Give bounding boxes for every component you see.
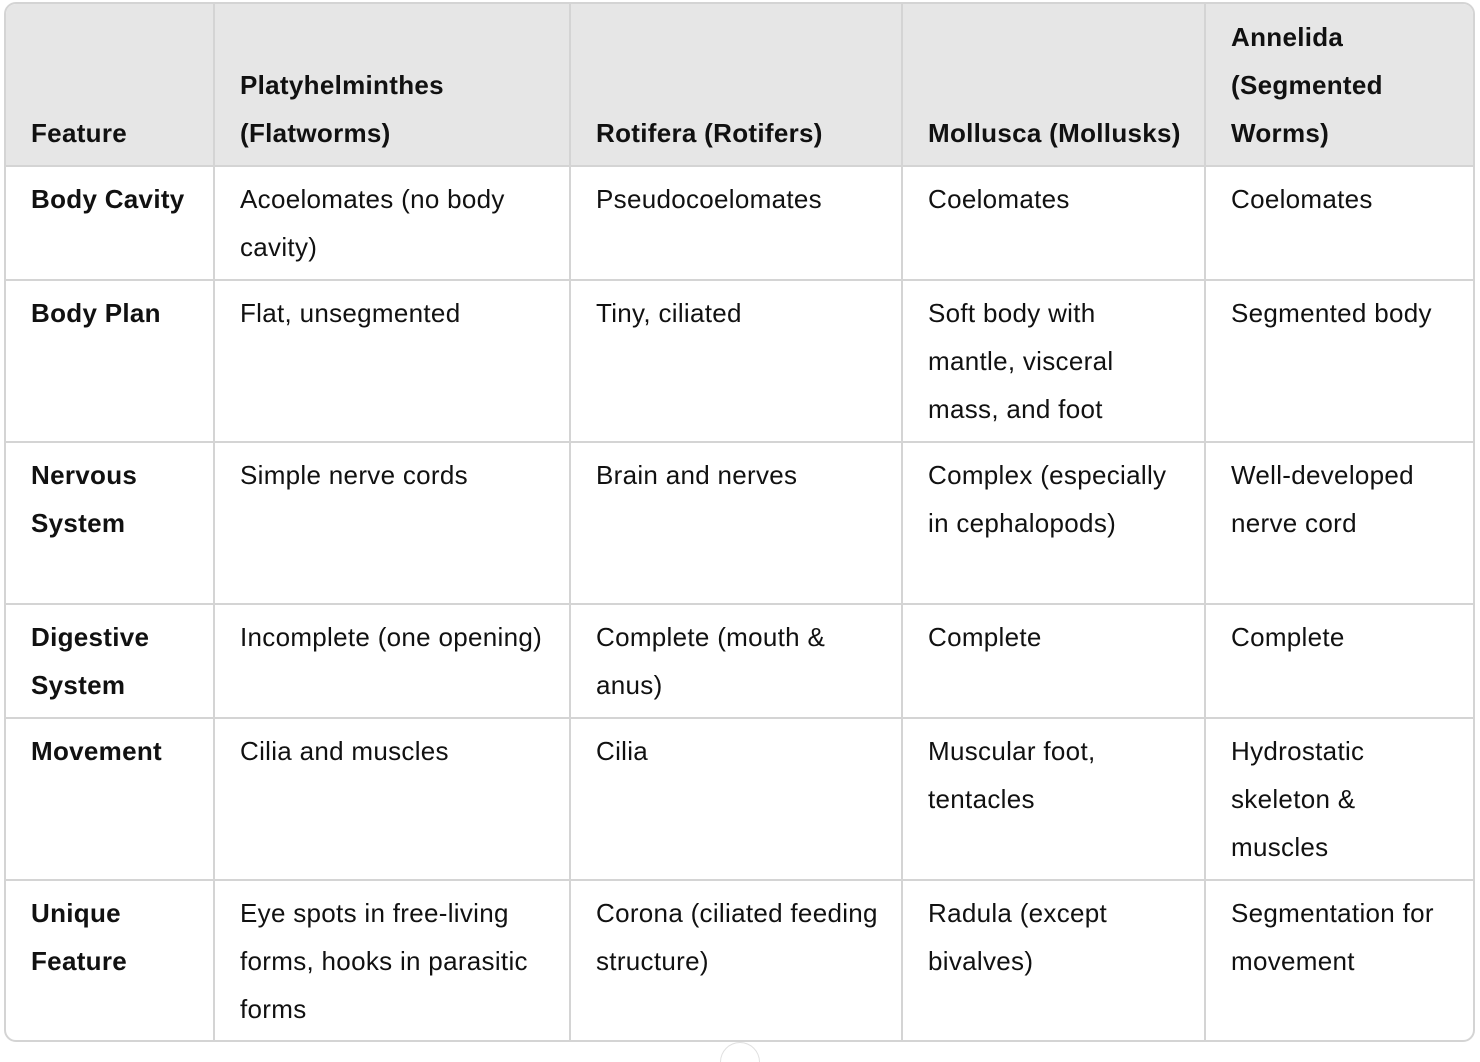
table-cell: Incomplete (one opening) — [214, 604, 570, 718]
table-cell: Cilia — [570, 718, 902, 880]
table-cell: Segmented body — [1205, 280, 1473, 442]
header-rotifera: Rotifera (Rotifers) — [570, 4, 902, 166]
table-cell: Eye spots in free-living forms, hooks in parasitic forms — [214, 880, 570, 1042]
comparison-table-container — [4, 2, 1475, 1042]
table-cell: Muscular foot, tentacles — [902, 718, 1205, 880]
row-label: Nervous System — [6, 442, 214, 604]
table-cell: Radula (except bivalves) — [902, 880, 1205, 1042]
scroll-down-handle[interactable] — [720, 1042, 760, 1062]
table-cell: Complete — [902, 604, 1205, 718]
table-row-body-cavity — [6, 166, 1473, 280]
table-cell: Hydrostatic skeleton & muscles — [1205, 718, 1473, 880]
table-cell: Cilia and muscles — [214, 718, 570, 880]
table-cell: Well-developed nerve cord — [1205, 442, 1473, 604]
table-row-digestive-system — [6, 604, 1473, 718]
table-cell: Coelomates — [902, 166, 1205, 280]
table-row-body-plan — [6, 280, 1473, 442]
table-cell: Complex (especially in cephalopods) — [902, 442, 1205, 604]
row-label: Body Plan — [6, 280, 214, 442]
table-cell: Soft body with mantle, visceral mass, and foot — [902, 280, 1205, 442]
row-label: Movement — [6, 718, 214, 880]
header-annelida: Annelida (Segmented Worms) — [1205, 4, 1473, 166]
table-cell: Segmentation for movement — [1231, 898, 1434, 976]
table-row-unique-feature — [6, 880, 1473, 1042]
table-cell: Acoelomates (no body cavity) — [214, 166, 570, 280]
table-cell: Pseudocoelomates — [570, 166, 902, 280]
header-feature: Feature — [6, 4, 214, 166]
row-label: Body Cavity — [6, 166, 214, 280]
row-label: Unique Feature — [6, 880, 214, 1042]
phylum-comparison-table — [6, 4, 1473, 1042]
table-row-movement — [6, 718, 1473, 880]
table-cell: Complete — [1205, 604, 1473, 718]
table-cell: Simple nerve cords — [214, 442, 570, 604]
table-cell: Brain and nerves — [570, 442, 902, 604]
table-cell: Tiny, ciliated — [570, 280, 902, 442]
table-cell: Corona (ciliated feeding structure) — [570, 880, 902, 1042]
table-header-row — [6, 4, 1473, 166]
table-cell: Coelomates — [1205, 166, 1473, 280]
table-cell: Flat, unsegmented — [214, 280, 570, 442]
row-label: Digestive System — [6, 604, 214, 718]
table-row-nervous-system — [6, 442, 1473, 604]
header-platyhelminthes: Platyhelminthes (Flatworms) — [214, 4, 570, 166]
table-cell: Complete (mouth & anus) — [570, 604, 902, 718]
header-mollusca: Mollusca (Mollusks) — [902, 4, 1205, 166]
